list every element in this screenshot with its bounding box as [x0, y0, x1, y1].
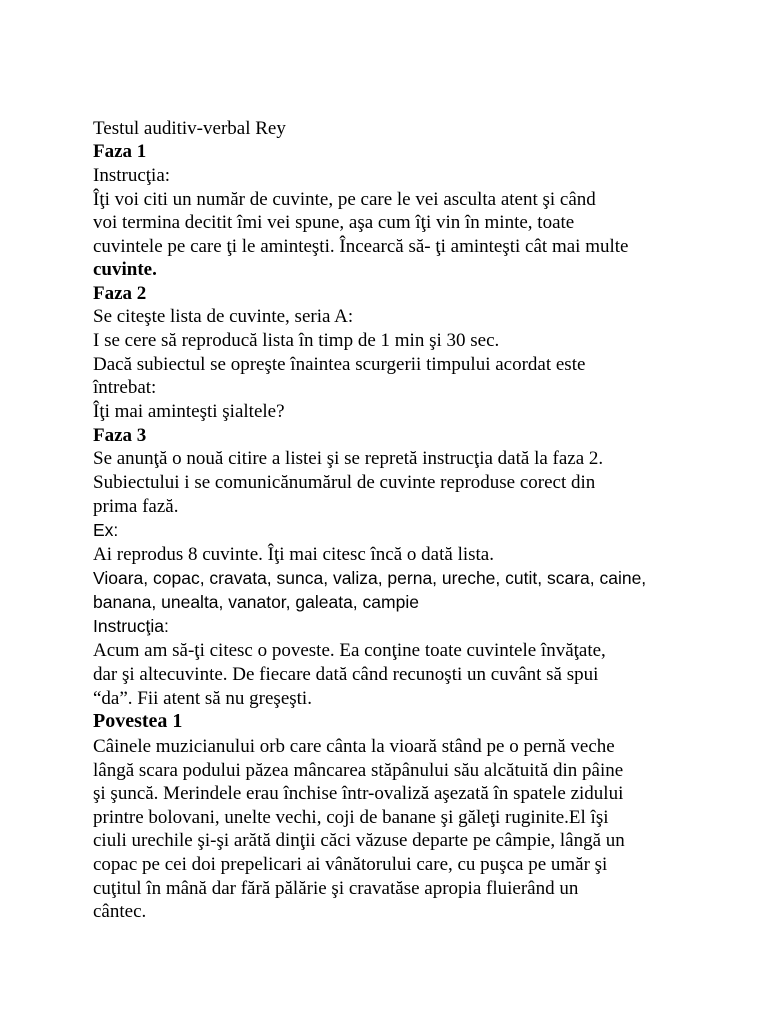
story-line: Câinele muzicianului orb care cânta la vioară stând pe o pernă veche: [93, 736, 615, 757]
phase-1-heading: Faza 1: [93, 141, 147, 162]
example-text: Ai reprodus 8 cuvinte. Îţi mai citesc încă o dată lista.: [93, 544, 494, 565]
phase-3-line: Subiectului i se comunicănumărul de cuvinte reproduse corect din: [93, 472, 596, 493]
instruction-1-line: Îţi voi citi un număr de cuvinte, pe care le vei asculta atent şi când: [93, 189, 596, 210]
story-line: şi şuncă. Merindele erau închise într-ovaliză aşezată în spatele zidului: [93, 783, 624, 804]
phase-3-heading: Faza 3: [93, 425, 147, 446]
phase-2-line: Îţi mai aminteşti şialtele?: [93, 401, 285, 422]
story-line: printre bolovani, unelte vechi, coji de banane şi găleţi ruginite.El îşi: [93, 807, 609, 828]
word-list-line: banana, unealta, vanator, galeata, campie: [93, 592, 419, 612]
story-line: ciuli urechile şi-şi arătă dinţii căci văzuse departe pe câmpie, lângă un: [93, 830, 625, 851]
instruction-label-1: Instrucţia:: [93, 165, 171, 186]
instruction-label-2: Instrucţia:: [93, 616, 169, 636]
instruction-1-line: cuvintele pe care ţi le aminteşti. Încearcă să- ţi aminteşti cât mai multe: [93, 236, 629, 257]
story-line: lângă scara podului păzea mâncarea stăpânului său alcătuită din pâine: [93, 760, 624, 781]
phase-2-line: întrebat:: [93, 377, 157, 398]
phase-2-heading: Faza 2: [93, 283, 147, 304]
phase-2-line: I se cere să reproducă lista în timp de 1 min şi 30 sec.: [93, 330, 500, 351]
instruction-2-line: Acum am să-ţi citesc o poveste. Ea conţine toate cuvintele învăţate,: [93, 640, 606, 661]
word-list-line: Vioara, copac, cravata, sunca, valiza, perna, ureche, cutit, scara, caine,: [93, 568, 647, 588]
phase-2-line: Dacă subiectul se opreşte înaintea scurgerii timpului acordat este: [93, 354, 586, 375]
phase-2-line: Se citeşte lista de cuvinte, seria A:: [93, 306, 354, 327]
story-line: copac pe cei doi prepelicari ai vânătorului care, cu puşca pe umăr şi: [93, 854, 608, 875]
instruction-2-line: “da”. Fii atent să nu greşeşti.: [93, 688, 312, 709]
story-line: cuţitul în mână dar fără pălărie şi cravatăse apropia fluierând un: [93, 878, 579, 899]
instruction-2-line: dar şi altecuvinte. De fiecare dată când recunoşti un cuvânt să spui: [93, 664, 599, 685]
phase-3-line: Se anunţă o nouă citire a listei şi se repretă instrucţia dată la faza 2.: [93, 448, 604, 469]
example-label: Ex:: [93, 520, 119, 540]
document-title: Testul auditiv-verbal Rey: [93, 118, 286, 139]
story-line: cântec.: [93, 901, 147, 922]
story-heading: Povestea 1: [93, 710, 183, 732]
instruction-1-line: voi termina decitit îmi vei spune, aşa cum îţi vin în minte, toate: [93, 212, 575, 233]
phase-3-line: prima fază.: [93, 496, 179, 517]
instruction-1-end: cuvinte.: [93, 259, 157, 280]
